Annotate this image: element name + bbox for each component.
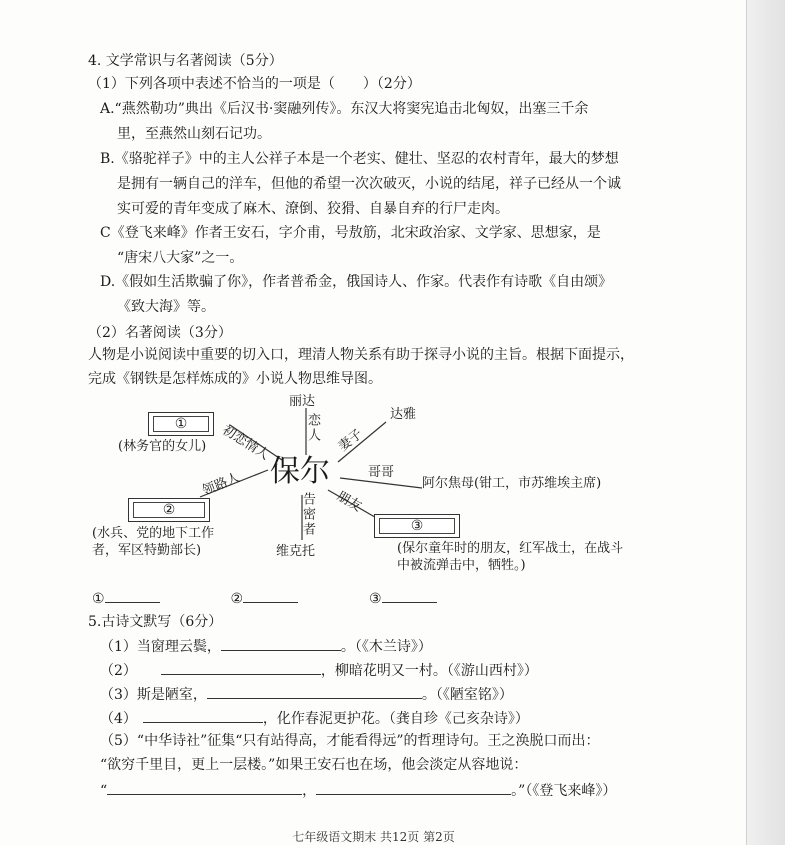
q5-blank-5b[interactable] [316, 780, 511, 795]
q4-option-c-line2: “唐宋八大家”之一。 [117, 250, 244, 266]
q5-blank-4[interactable] [143, 708, 263, 723]
q5-line5c-mid: ， [302, 783, 317, 799]
q5-line1 [100, 636, 432, 656]
answer-box-3 [374, 514, 460, 538]
q4-option-d-line2: 《致大海》等。 [117, 299, 215, 315]
answer-box-2 [128, 498, 210, 522]
q5-line3-suffix: 。（《陋室铭》） [421, 687, 513, 703]
q4-sub1: （1）下列各项中表述不恰当的一项是（ ）（2分） [88, 76, 421, 92]
page-footer: 七年级语文期末 共12页 第2页 [292, 830, 455, 844]
q4-option-d-line1: D.《假如生活欺骗了你》，作者普希金，俄国诗人、作家。代表作有诗歌《自由颂》 [100, 274, 613, 290]
q5-blank-3[interactable] [207, 684, 422, 699]
q5-line4-suffix: ，化作春泥更护花。（龚自珍《己亥杂诗》） [262, 711, 529, 727]
q4-option-b-line3: 实可爱的青年变成了麻木、潦倒、狡猾、自暴自弃的行尸走肉。 [117, 201, 509, 217]
q4-title: 4. 文学常识与名著阅读（5分） [88, 53, 283, 69]
mindmap-linglu: 领路人 [200, 470, 243, 499]
mindmap-lianren: 恋人 [305, 413, 320, 443]
q5-blank-2[interactable] [161, 660, 321, 675]
mindmap-chulian: 初恋情人 [219, 422, 272, 464]
q4-option-a-line1: A.“燕然勒功”典出《后汉书·窦融列传》。东汉大将窦宪追击北匈奴，出塞三千余 [100, 101, 589, 117]
q4-sub2: （2）名著阅读（3分） [88, 325, 232, 341]
q5-line4-prefix: （4） [100, 711, 137, 727]
answer-blank-3[interactable] [382, 588, 437, 603]
answer-blank-2[interactable] [243, 588, 298, 603]
mindmap-gaomi: 告密者 [300, 492, 315, 537]
answer-box-2-label: ② [133, 502, 205, 518]
q5-line2 [100, 660, 538, 680]
answer-box-1-label: ① [153, 416, 209, 432]
box3-note-line2: 中被流弹击中，牺牲。) [397, 558, 526, 573]
box3-note-line1: (保尔童年时的朋友，红军战士，在战斗 [397, 541, 624, 556]
answer-blank-1[interactable] [105, 588, 160, 603]
box2-note-line2: 者，军区特勤部长) [92, 543, 202, 558]
q4-option-a-line2: 里，至燕然山刻石记功。 [117, 126, 271, 142]
mindmap-victor: 维克托 [276, 544, 316, 559]
q5-line3-prefix: （3）斯是陋室， [100, 687, 207, 703]
q5-line1-suffix: 。（《木兰诗》） [340, 639, 432, 655]
answer-box-1 [148, 412, 214, 436]
q5-line5c-open: “ [100, 783, 108, 799]
q5-line1-prefix: （1）当窗理云鬓， [100, 639, 221, 655]
answer-box-3-label: ③ [379, 518, 455, 534]
mindmap-artyom: 阿尔焦母(钳工，市苏维埃主席) [422, 476, 602, 491]
q4-prompt-line1: 人物是小说阅读中重要的切入口，理清人物关系有助于探寻小说的主旨。根据下面提示， [88, 347, 634, 363]
box1-note: (林务官的女儿) [118, 439, 207, 454]
mindmap-qizi: 妻子 [335, 426, 366, 455]
q4-prompt-line2: 完成《钢铁是怎样炼成的》小说人物思维导图。 [88, 371, 382, 387]
q5-blank-5a[interactable] [107, 780, 302, 795]
answer-label-3: ③ [368, 591, 382, 607]
q5-line3 [100, 684, 513, 704]
answer-row [92, 588, 437, 608]
mindmap-daya: 达雅 [390, 407, 417, 422]
q5-line5c [100, 780, 616, 800]
answer-label-2: ② [230, 591, 244, 607]
q4-option-b-line2: 是拥有一辆自己的洋车，但他的希望一次次破灭，小说的结尾，祥子已经从一个诚 [117, 176, 621, 192]
q5-line5a: （5）“中华诗社”征集“只有站得高，才能看得远”的哲理诗句。王之涣脱口而出： [100, 733, 600, 749]
mindmap-gege: 哥哥 [368, 465, 395, 480]
q5-blank-1[interactable] [221, 636, 341, 651]
q5-line4 [100, 708, 529, 728]
q4-option-b-line1: B.《骆驼祥子》中的主人公祥子本是一个老实、健壮、坚忍的农村青年，最大的梦想 [100, 151, 619, 167]
box2-note-line1: (水兵、党的地下工作 [92, 526, 215, 541]
q5-line2-suffix: ，柳暗花明又一村。（《游山西村》） [320, 663, 538, 679]
answer-label-1: ① [92, 591, 105, 607]
q5-line5b: “欲穷千里目，更上一层楼。”如果王安石也在场，他会淡定从容地说： [100, 757, 528, 773]
q5-title: 5.古诗文默写（6分） [88, 614, 223, 630]
mindmap-lida: 丽达 [289, 394, 316, 409]
mindmap-pengyou: 朋友 [334, 488, 365, 515]
mindmap-center: 保尔 [270, 454, 330, 489]
q5-line5c-end: 。”（《登飞来峰》） [511, 783, 617, 799]
q5-line2-prefix: （2） [100, 663, 137, 679]
q4-option-c-line1: C《登飞来峰》作者王安石，字介甫，号敖筋，北宋政治家、文学家、思想家，是 [100, 225, 601, 241]
